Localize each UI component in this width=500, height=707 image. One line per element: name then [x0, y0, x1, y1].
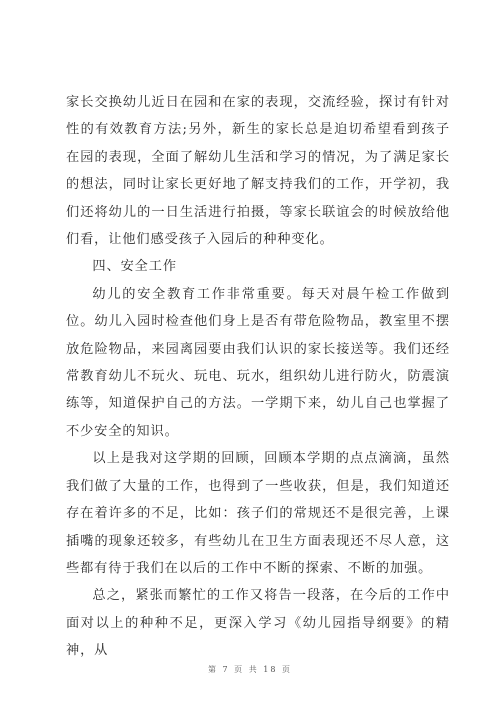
document-body: [66, 89, 450, 665]
page-number-footer: 第 7 页 共 18 页: [208, 665, 292, 674]
paragraph-safety-education: 幼儿的安全教育工作非常重要。每天对晨午检工作做到位。幼儿入园时检查他们身上是否有带危险物品，教室里不摆放危险物品，来园离园要由我们认识的家长接送等。我们还经常教育幼儿不玩火、玩电、玩水，组织幼儿进行防火，防震演练等，知道保护自己的方法。一学期下来，幼儿自己也掌握了不少安全的知识。: [66, 286, 450, 439]
paragraph-semester-review: 以上是我对这学期的回顾，回顾本学期的点点滴滴，虽然我们做了大量的工作，也得到了一些收获，但是，我们知道还存在着许多的不足，比如：孩子们的常规还不是很完善，上课插嘴的现象还较多，有些幼儿在卫生方面表现还不尽人意，这些都有待于我们在以后的工作中不断的探索、不断的加强。: [66, 451, 450, 576]
paragraph-conclusion: 总之，紧张而繁忙的工作又将告一段落，在今后的工作中面对以上的种种不足，更深入学习《幼儿园指导纲要》的精神，从: [66, 588, 450, 659]
section-heading-safety: 四、安全工作: [92, 259, 177, 275]
paragraph-parent-communication: 家长交换幼儿近日在园和在家的表现，交流经验，探讨有针对性的有效教育方法;另外，新生的家长总是迫切希望看到孩子在园的表现，全面了解幼儿生活和学习的情况，为了满足家长的想法，同时让家长更好地了解支持我们的工作，开学初，我们还将幼儿的一日生活进行拍摄，等家长联谊会的时候放给他们看，让他们感受孩子入园后的种种变化。: [66, 95, 450, 248]
